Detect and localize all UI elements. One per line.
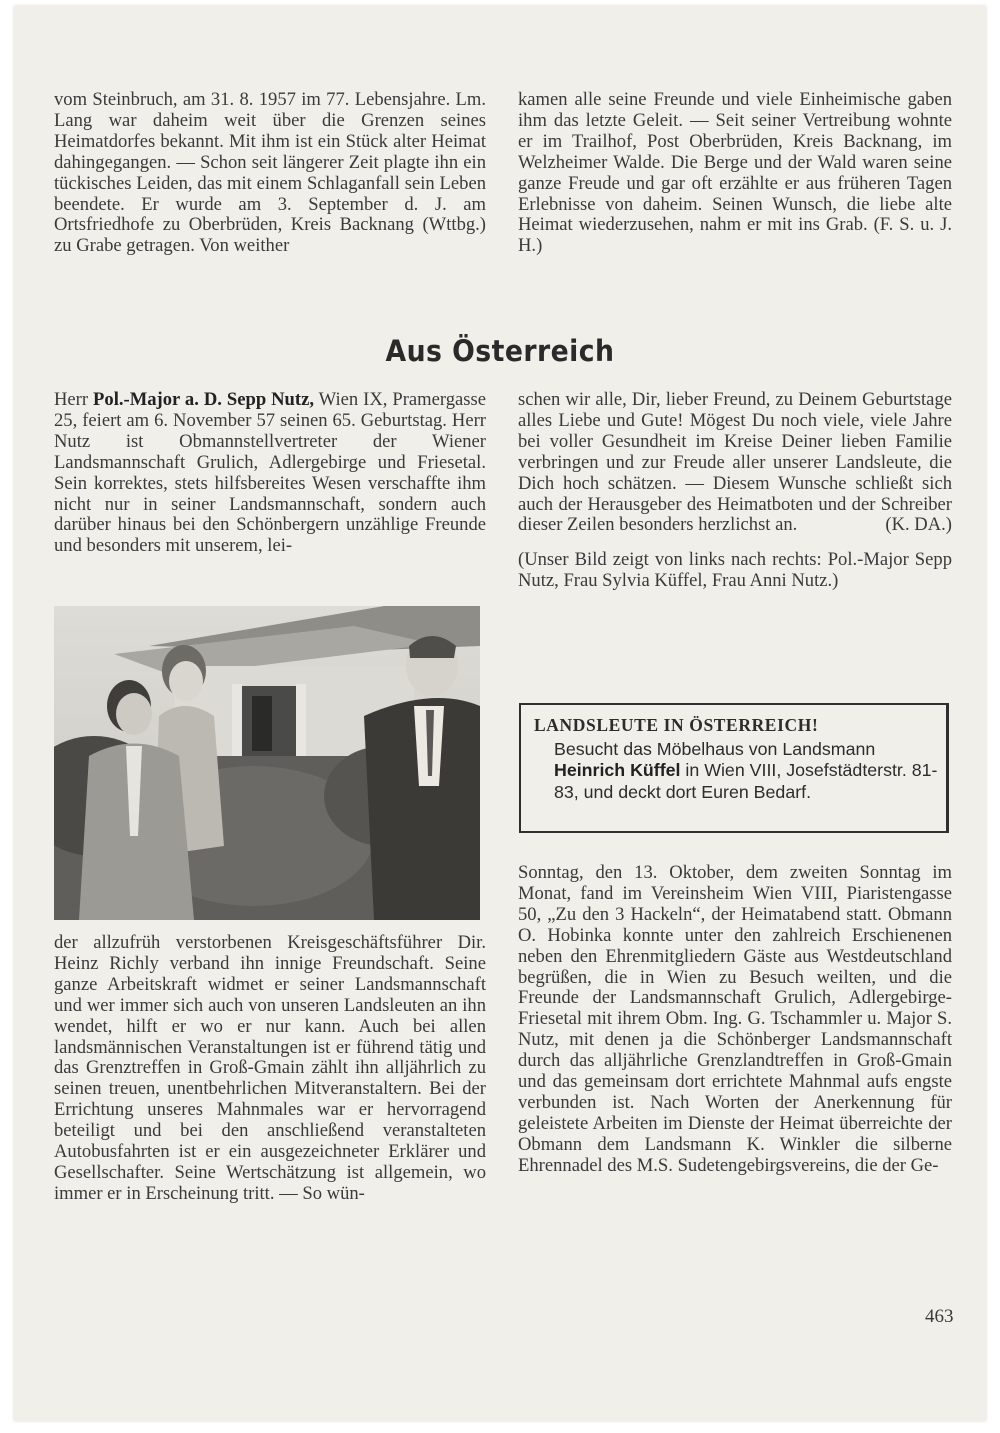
birthday-wishes-text: [518, 390, 952, 536]
page-number: 463: [925, 1306, 954, 1327]
ad-text-2: in Wien VIII, Josefstädterstr. 81-83, und deckt dort Euren Bedarf.: [554, 760, 938, 802]
birthday-intro: [54, 390, 486, 557]
birthday-continued-text: der allzufrüh verstorbenen Kreisgeschäftsführer Dir. Heinz Richly verband ihn innige Freundschaft. Seine ganze Arbeitskraft widmet er seiner Landsmannschaft und wer immer sich auch von unseren Landsleuten an ihn wendet, hilft er wo er nur kann. Auch bei allen landsmännischen Veranstaltungen ist er führend tätig und das Grenztreffen in Groß-Gmain zählt ihn alljährlich zu seinen treuen, unentbehrlichen Mitveranstaltern. Bei der Errichtung unseres Mahnmales war er hervorragend beteiligt und bei den anschließend veranstalteten Autobusfahrten ist er ein ausgezeichneter Erklärer und Gesellschafter. Seine Wertschätzung ist allgemein, wo immer er in Erscheinung tritt. — So wün-: [54, 932, 486, 1204]
ad-title: LANDSLEUTE IN ÖSTERREICH!: [534, 715, 819, 735]
birthday-article-left: [54, 390, 486, 557]
obituary-left-column: [54, 90, 486, 257]
honoree-name: Pol.-Major a. D. Sepp Nutz,: [93, 389, 314, 410]
obituary-left-text: vom Steinbruch, am 31. 8. 1957 im 77. Lebensjahre. Lm. Lang war daheim weit über die Grenzen seines Heimatdorfes bekannt. Mit ihm ist ein Stück alter Heimat dahingegangen. — Schon seit längerer Zeit plagte ihn ein tückisches Leiden, das mit einem Schlaganfall sein Leben beendete. Er wurde am 3. September d. J. am Ortsfriedhofe zu Oberbrüden, Kreis Backnang (Wttbg.) zu Grabe getragen. Von weither: [54, 89, 486, 257]
group-photo-image: [54, 606, 480, 920]
photo-caption: (Unser Bild zeigt von links nach rechts: Pol.-Major Sepp Nutz, Frau Sylvia Küffel, Frau Anni Nutz.): [518, 549, 952, 592]
ad-store-owner: Heinrich Küffel: [554, 760, 681, 781]
birthday-article-continued: [54, 933, 486, 1205]
intro-prefix: Herr: [54, 389, 89, 410]
report-text: Sonntag, den 13. Oktober, dem zweiten Sonntag im Monat, fand im Vereinsheim Wien VIII, Piaristengasse 50, „Zu den 3 Hackeln“, der Heimatabend statt. Obmann O. Hobinka konnte unter den zahlreich Erschienenen neben den Ehrenmitgliedern Gäste aus Westdeutschland begrüßen, die in Wien zu Besuch weilten, und die Freunde der Landsmannschaft Grulich, Adlergebirge-Friesetal mit ihrem Obm. Ing. G. Tschammler u. Major S. Nutz, mit denen ja die Schönberger Landsmannschaft durch das alljährliche Grenzlandtreffen in Groß-Gmain und das gemeinsam dort errichtete Mahnmal aufs engste verbunden ist. Nach Worten der Anerkennung für geleistete Arbeiten im Dienste der Heimat überreichte der Obmann dem Landsmann K. Winkler die silberne Ehrennadel des M.S. Sudetengebirgsvereins, die der Ge-: [518, 862, 952, 1176]
furniture-store-ad: [519, 703, 949, 833]
ad-text-1: Besucht das Möbelhaus von Landsmann: [554, 739, 876, 759]
author-signature: (K. DA.): [885, 514, 952, 536]
ad-body: [554, 739, 939, 803]
intro-rest: Wien IX, Pramergasse 25, feiert am 6. November 57 seinen 65. Geburtstag. Herr Nutz ist Obmannstellvertreter der Wiener Landsmannschaft Grulich, Adlergebirge und Friesetal. Sein korrektes, stets hilfsbereites Wesen verschaffte ihm nicht nur in seiner Landsmannschaft, sondern auch darüber hinaus bei den Schönbergern unzählige Freunde und besonders mit unserem, lei-: [54, 389, 486, 557]
heimatabend-report: [518, 863, 952, 1177]
wishes-text: schen wir alle, Dir, lieber Freund, zu Deinem Geburtstage alles Liebe und Gute! Mögest Du noch viele, viele Jahre bei voller Gesundheit im Kreise Deiner lieben Familie verbringen und zur Freude aller unserer Landsleute, die Dich hoch schätzen. — Diesem Wunsche schließt sich auch der Herausgeber des Heimatboten und der Schreiber dieser Zeilen besonders herzlichst an.: [518, 389, 952, 536]
group-photo: [54, 606, 480, 920]
section-heading: Aus Österreich: [385, 334, 615, 368]
obituary-right-column: [518, 90, 952, 257]
obituary-right-text: kamen alle seine Freunde und viele Einheimische gaben ihm das letzte Geleit. — Seit seiner Vertreibung wohnte er im Trailhof, Post Oberbrüden, Kreis Backnang, im Welzheimer Walde. Die Berge und der Wald waren seine ganze Freude und gar oft erzählte er aus früheren Tagen Erlebnisse von daheim. Seinen Wunsch, die liebe alte Heimat wiederzusehen, nahm er mit ins Grab. (F. S. u. J. H.): [518, 89, 952, 257]
birthday-article-right: [518, 390, 952, 592]
